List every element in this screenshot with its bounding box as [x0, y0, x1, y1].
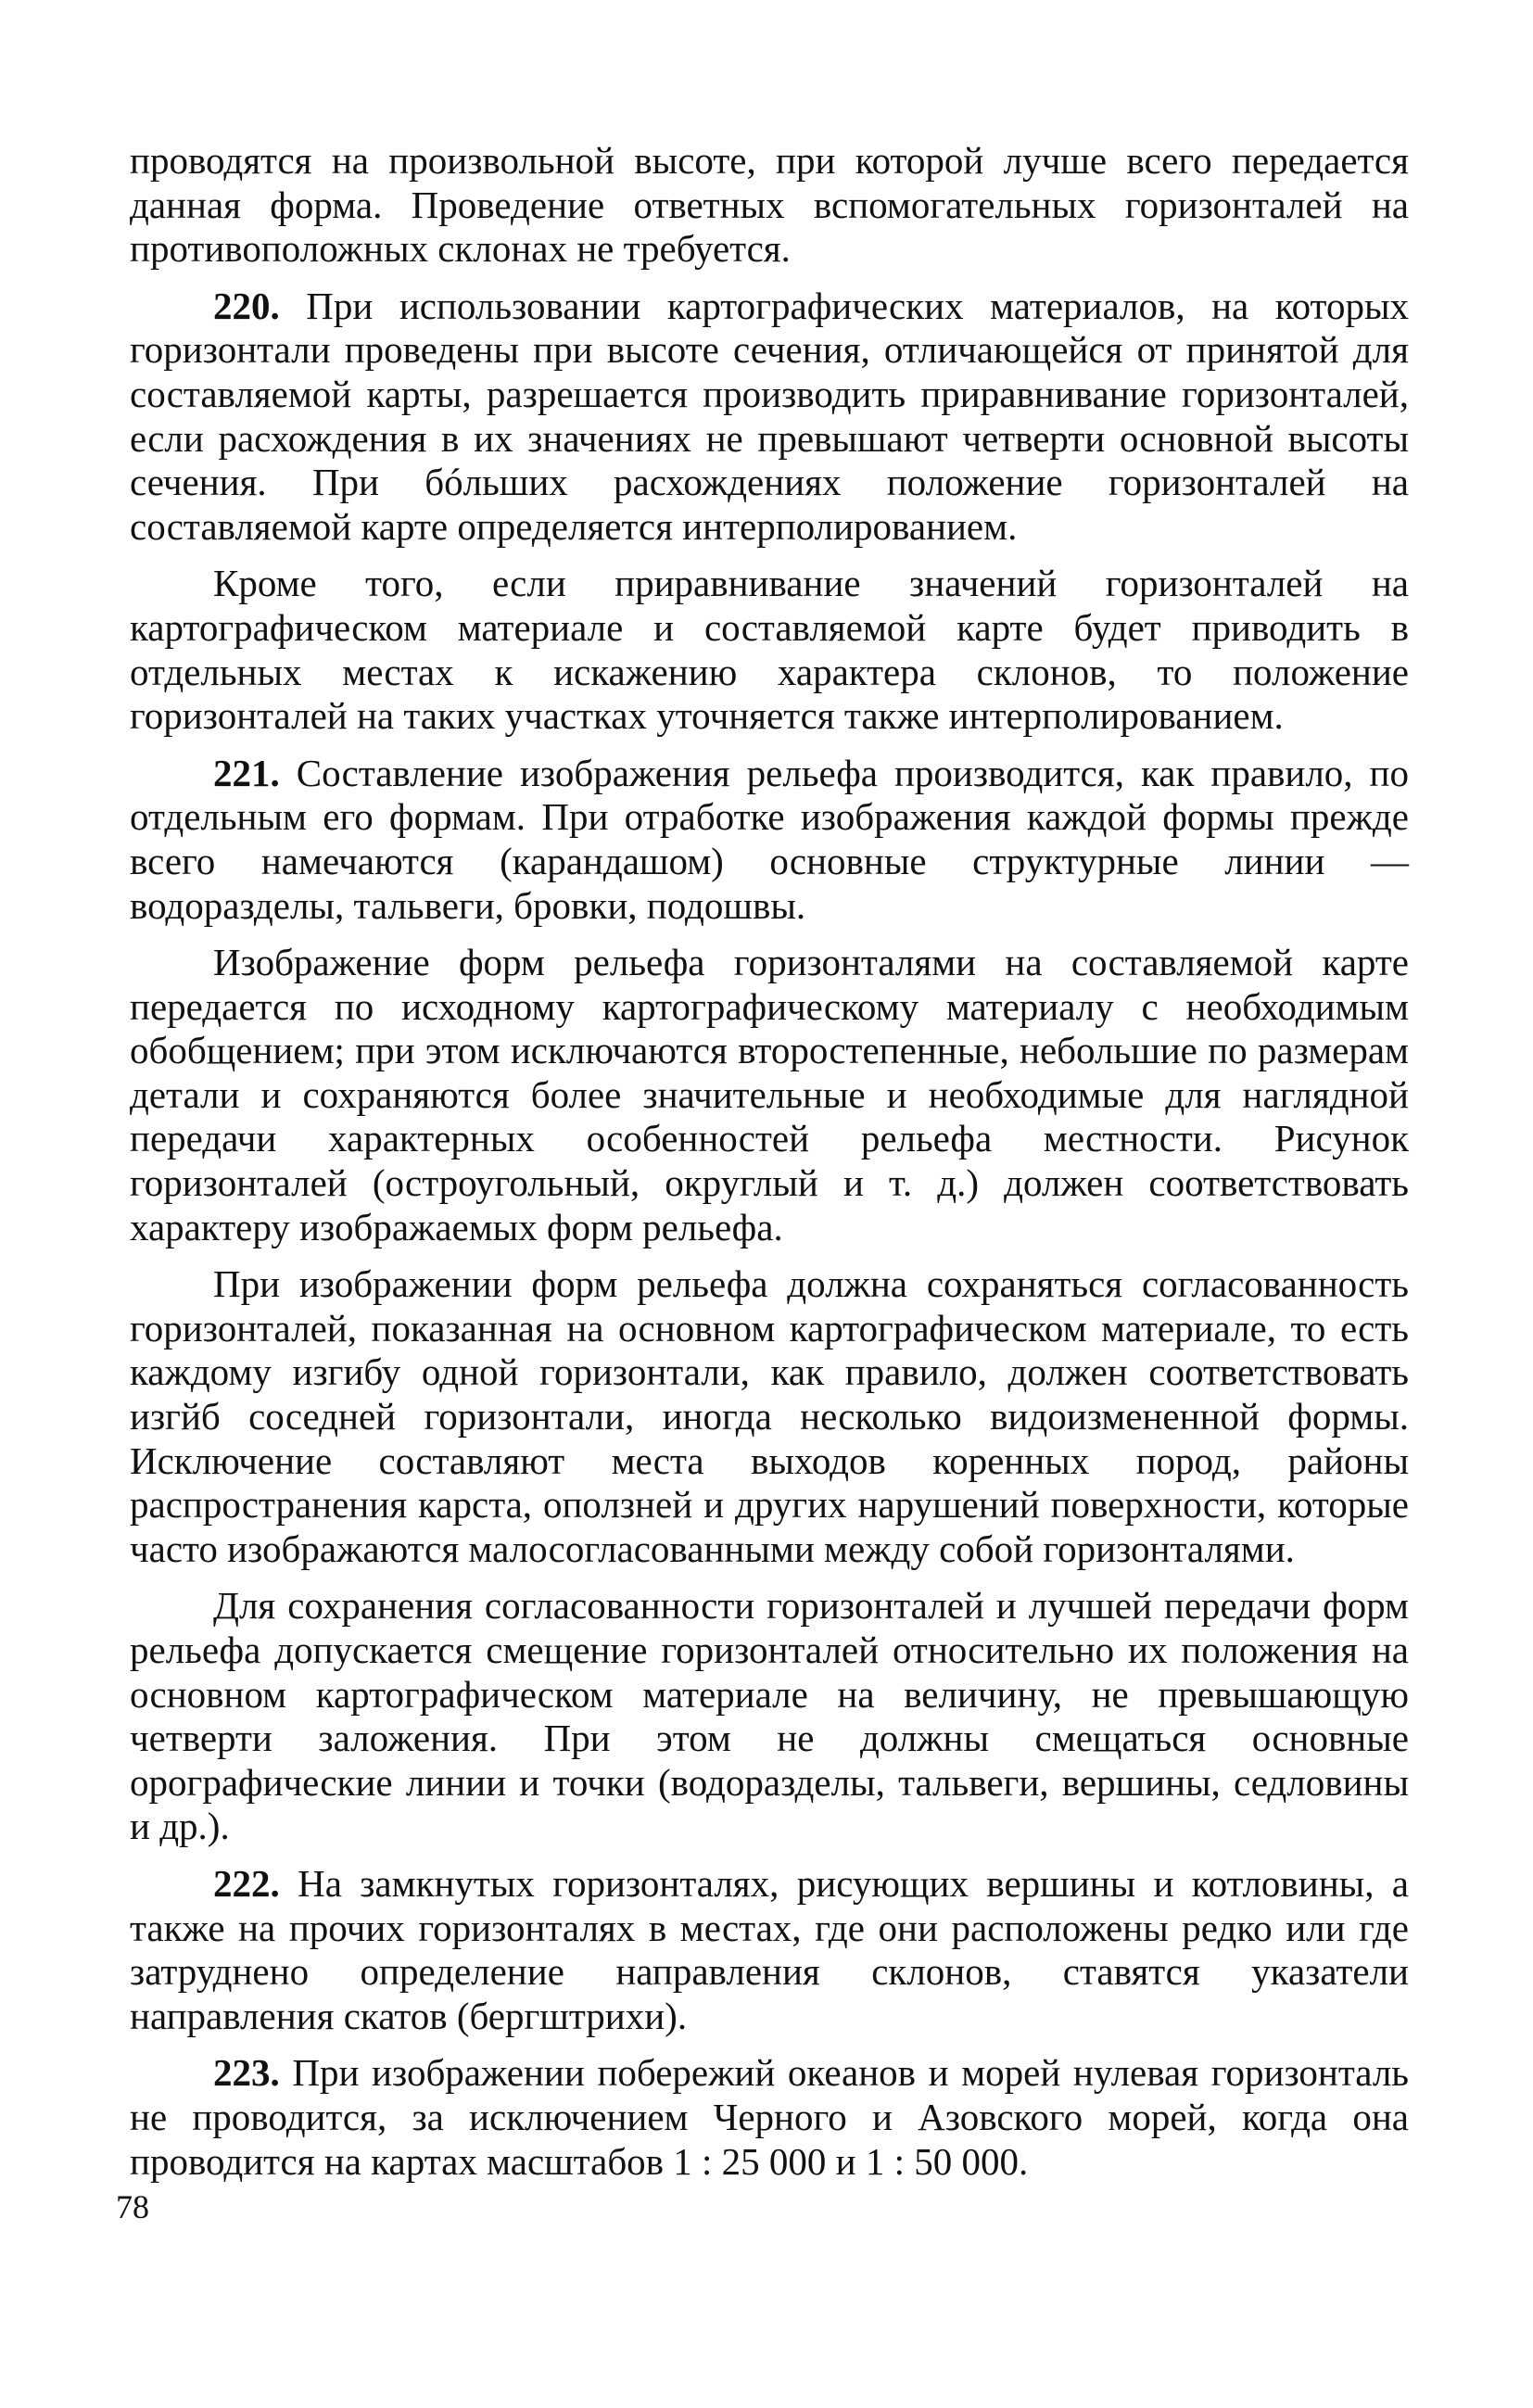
paragraph-220: [130, 285, 1409, 550]
paragraph-223: [130, 2051, 1409, 2184]
paragraph-221-shift: [130, 1584, 1409, 1849]
paragraph-220-continued: [130, 562, 1409, 738]
paragraph-text: При использовании картографических материалов, на которых горизонтали проведены при высоте сечения, отличающейся от принятой для составляемой карты, разрешается производить приравнивание горизонталей, если расхождения в их значениях не превышают четверти основной высоты сечения. При бóльших расхождениях положение горизонталей на составляемой карте определяется интерполированием.: [130, 284, 1409, 548]
paragraph-text: Изображение форм рельефа горизонталями на составляемой карте передается по исходному картографическому материалу с необходимым обобщением; при этом исключаются второстепенные, небольшие по размерам детали и сохраняются более значительные и необходимые для наглядной передачи характерных особенностей рельефа местности. Рисунок горизонталей (остроугольный, округлый и т. д.) должен соответствовать характеру изображаемых форм рельефа.: [130, 941, 1409, 1248]
paragraph-text: Составление изображения рельефа производится, как правило, по отдельным его формам. При отработке изображения каждой формы прежде всего намечаются (карандашом) основные структурные линии — водоразделы, тальвеги, бровки, подошвы.: [130, 751, 1409, 927]
paragraph-text: На замкнутых горизонталях, рисующих вершины и котловины, а также на прочих горизонталях в местах, где они расположены редко или где затруднено определение направления склонов, ставятся указатели направления скатов (бергштрихи).: [130, 1861, 1409, 2037]
paragraph-continuation: [130, 139, 1409, 272]
paragraph-222: [130, 1862, 1409, 2038]
section-number: 221.: [213, 751, 280, 794]
paragraph-221: [130, 752, 1409, 928]
paragraph-221-consistency: [130, 1262, 1409, 1571]
paragraph-text: При изображении форм рельефа должна сохраняться согласованность горизонталей, показанная на основном картографическом материале, то есть каждому изгибу одной горизонтали, как правило, должен соответствовать изгйб соседней горизонтали, иногда несколько видоизмененной формы. Исключение составляют места выходов коренных пород, районы распространения карста, оползней и других нарушений поверхности, которые часто изображаются малосогласованными между собой горизонталями.: [130, 1262, 1409, 1570]
document-body: [130, 139, 1409, 2197]
section-number: 220.: [213, 284, 280, 327]
section-number: 223.: [213, 2051, 280, 2095]
paragraph-221-forms: [130, 941, 1409, 1249]
paragraph-text: проводятся на произвольной высоте, при которой лучше всего передается данная форма. Проведение ответных вспомогательных горизонталей на противоположных склонах не требуется.: [130, 139, 1409, 271]
section-number: 222.: [213, 1861, 280, 1905]
paragraph-text: Кроме того, если приравнивание значений горизонталей на картографическом материале и составляемой карте будет приводить в отдельных местах к искажению характера склонов, то положение горизонталей на таких участках уточняется также интерполированием.: [130, 562, 1409, 738]
paragraph-text: Для сохранения согласованности горизонталей и лучшей передачи форм рельефа допускается смещение горизонталей относительно их положения на основном картографическом материале на величину, не превышающую четверти заложения. При этом не должны смещаться основные орографические линии и точки (водоразделы, тальвеги, вершины, седловины и др.).: [130, 1584, 1409, 1848]
page-number: 78: [116, 2188, 149, 2225]
paragraph-text: При изображении побережий океанов и морей нулевая горизонталь не проводится, за исключением Черного и Азовского морей, когда она проводится на картах масштабов 1 : 25 000 и 1 : 50 000.: [130, 2051, 1409, 2183]
